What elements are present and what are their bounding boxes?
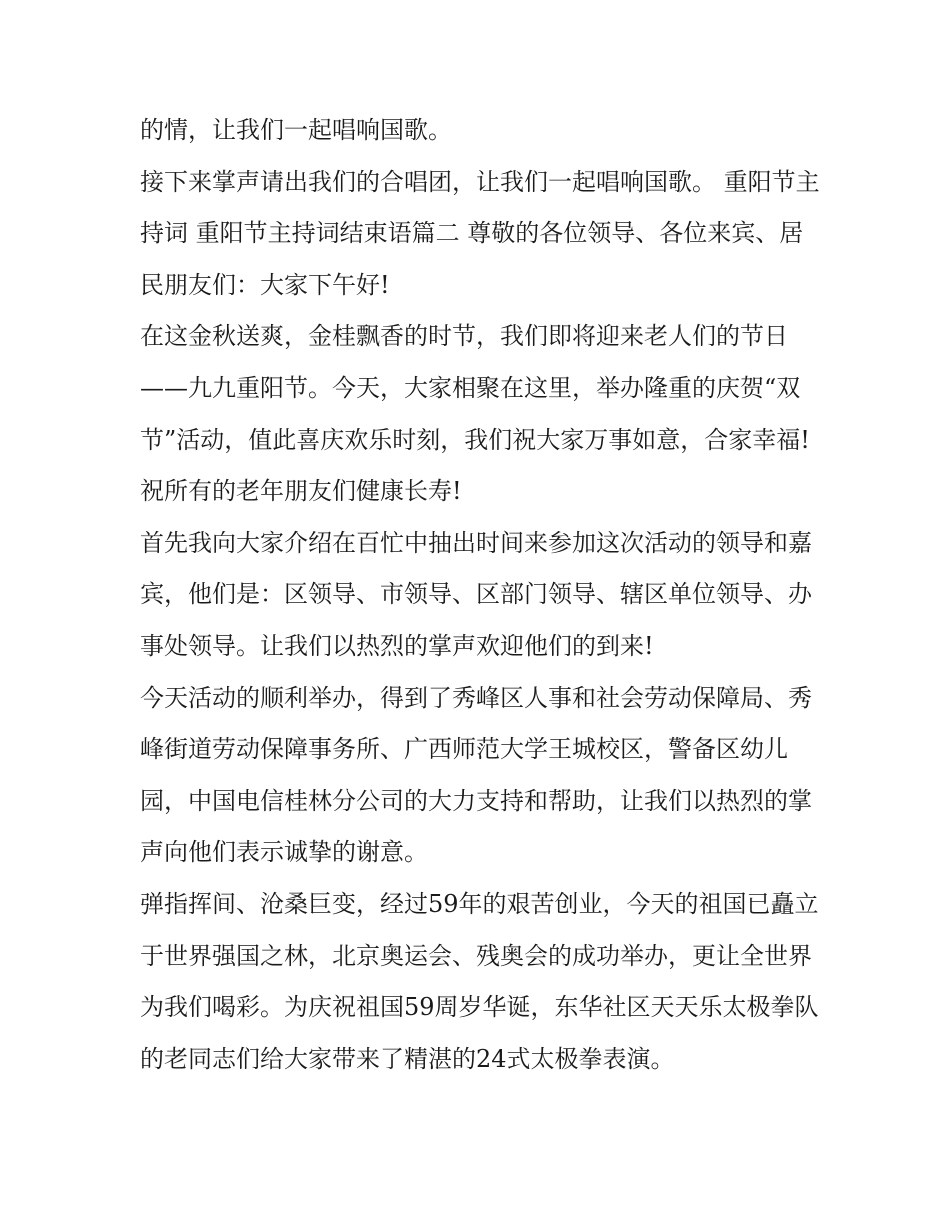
paragraph-4: 首先我向大家介绍在百忙中抽出时间来参加这次活动的领导和嘉宾，他们是：区领导、市领导、区部门领导、辖区单位领导、办事处领导。让我们以热烈的掌声欢迎他们的到来! bbox=[140, 528, 812, 660]
paragraph-3: 在这金秋送爽，金桂飘香的时节，我们即将迎来老人们的节日——九九重阳节。今天，大家相聚在这里，举办隆重的庆贺“双节”活动，值此喜庆欢乐时刻，我们祝大家万事如意，合家幸福!祝所有的老年朋友们健康长寿! bbox=[140, 322, 810, 506]
paragraph-1: 的情，让我们一起唱响国歌。 bbox=[140, 116, 452, 144]
paragraph-6: 弹指挥间、沧桑巨变，经过59年的艰苦创业，今天的祖国已矗立于世界强国之林，北京奥运会、残奥会的成功举办，更让全世界为我们喝彩。为庆祝祖国59周岁华诞，东华社区天天乐太极拳队的老同志们给大家带来了精湛的24式太极拳表演。 bbox=[140, 889, 819, 1073]
paragraph-5: 今天活动的顺利举办，得到了秀峰区人事和社会劳动保障局、秀峰街道劳动保障事务所、广西师范大学王城校区，警备区幼儿园，中国电信桂林分公司的大力支持和帮助，让我们以热烈的掌声向他们表示诚挚的谢意。 bbox=[140, 683, 812, 867]
document-body bbox=[140, 105, 820, 1085]
paragraph-2: 接下来掌声请出我们的合唱团，让我们一起唱响国歌。 重阳节主持词 重阳节主持词结束语篇二 尊敬的各位领导、各位来宾、居民朋友们：大家下午好! bbox=[140, 167, 820, 299]
